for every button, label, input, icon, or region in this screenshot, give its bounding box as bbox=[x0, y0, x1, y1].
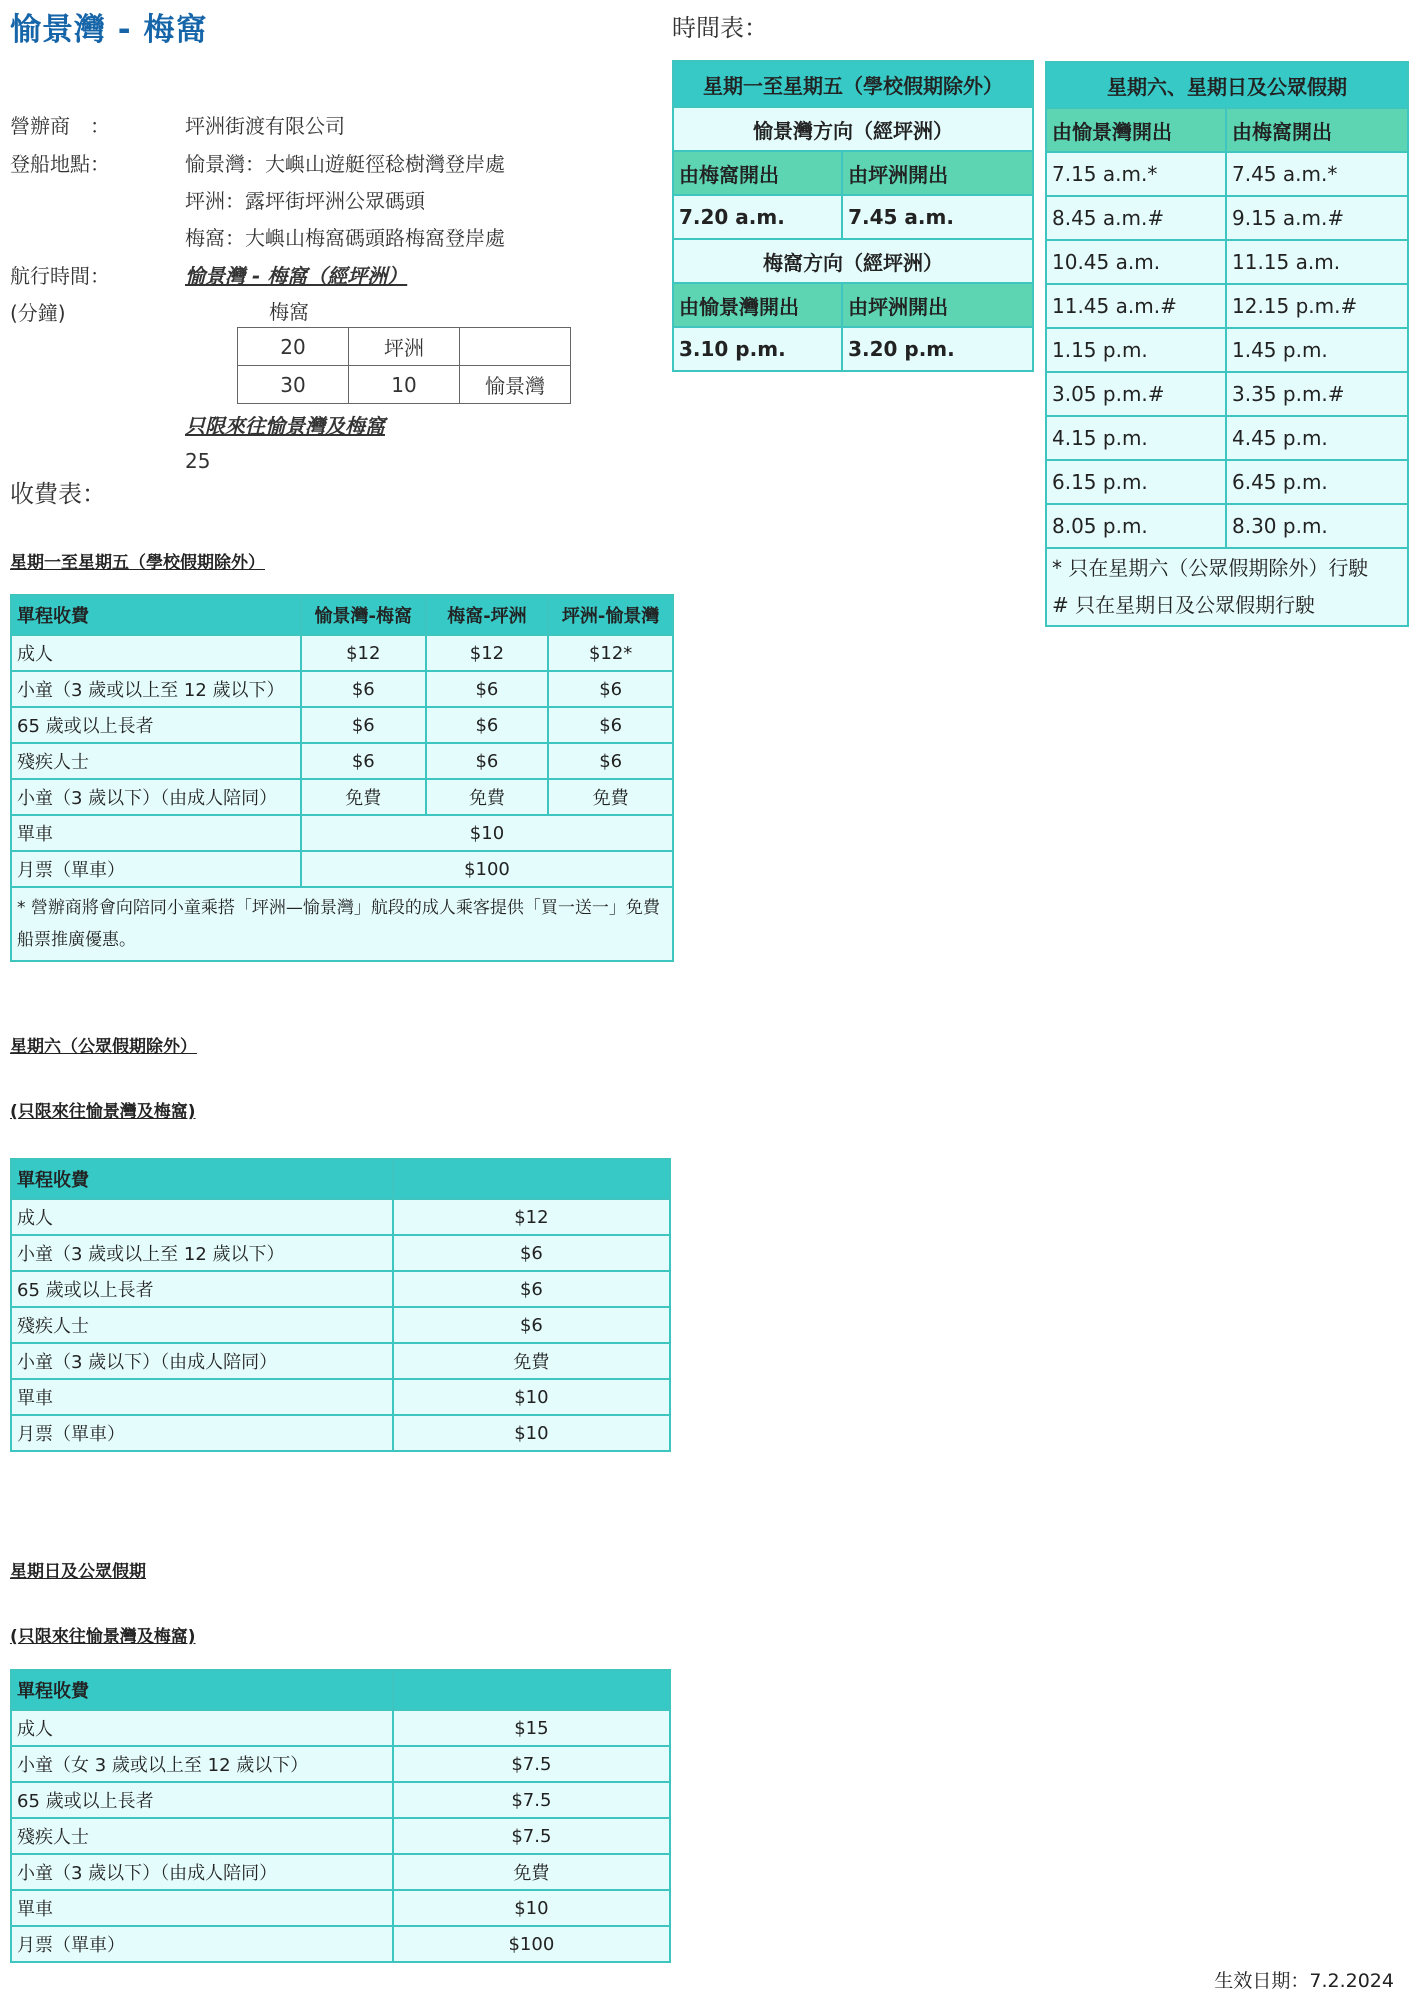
pier-label: 登船地點： bbox=[10, 152, 110, 176]
timetable-section-title: 時間表： bbox=[672, 14, 768, 42]
fare-col-header: 坪洲-愉景灣 bbox=[548, 595, 673, 635]
departure-time: 4.15 p.m. bbox=[1046, 416, 1226, 460]
departure-time: 8.45 a.m.# bbox=[1046, 196, 1226, 240]
table-row bbox=[11, 1710, 670, 1746]
fare-category: 成人 bbox=[11, 1199, 393, 1235]
operator-value: 坪洲街渡有限公司 bbox=[185, 114, 345, 138]
departure-time: 6.45 p.m. bbox=[1226, 460, 1408, 504]
fare-category: 小童（女 3 歲或以上至 12 歲以下） bbox=[11, 1746, 393, 1782]
fare-value: $7.5 bbox=[393, 1746, 670, 1782]
table-row bbox=[11, 743, 673, 779]
fare-value: 免費 bbox=[301, 779, 426, 815]
departure-time: 8.30 p.m. bbox=[1226, 504, 1408, 548]
journey-cell bbox=[460, 328, 571, 366]
timetable-col-header: 由坪洲開出 bbox=[842, 283, 1033, 327]
fare-category: 小童（3 歲以下）（由成人陪同） bbox=[11, 1854, 393, 1890]
fare-category: 成人 bbox=[11, 635, 301, 671]
sunday-fare-heading: 星期日及公眾假期 bbox=[10, 1562, 146, 1582]
sunday-fare-table bbox=[10, 1669, 671, 1963]
table-row bbox=[11, 1818, 670, 1854]
weekend-timetable-heading: 星期六、星期日及公眾假期 bbox=[1046, 62, 1408, 108]
fare-value: $7.5 bbox=[393, 1818, 670, 1854]
table-row bbox=[11, 1379, 670, 1415]
fare-category: 65 歲或以上長者 bbox=[11, 707, 301, 743]
table-row bbox=[11, 1746, 670, 1782]
fare-category: 小童（3 歲以下）（由成人陪同） bbox=[11, 779, 301, 815]
table-row bbox=[1046, 460, 1408, 504]
direct-route-label: 只限來往愉景灣及梅窩 bbox=[185, 414, 385, 438]
departure-time: 10.45 a.m. bbox=[1046, 240, 1226, 284]
fare-value: $10 bbox=[301, 815, 673, 851]
table-row bbox=[11, 1854, 670, 1890]
fare-section-title: 收費表： bbox=[10, 480, 106, 508]
effective-date: 生效日期：7.2.2024 bbox=[1214, 1970, 1394, 1992]
fare-value: $15 bbox=[393, 1710, 670, 1746]
fare-col-header: 單程收費 bbox=[11, 595, 301, 635]
fare-category: 65 歲或以上長者 bbox=[11, 1271, 393, 1307]
fare-col-header-empty bbox=[393, 1159, 670, 1199]
journey-matrix-top-label: 梅窩 bbox=[269, 300, 309, 324]
journey-unit-label: (分鐘) bbox=[10, 301, 66, 325]
fare-value: $7.5 bbox=[393, 1782, 670, 1818]
departure-time: 1.15 p.m. bbox=[1046, 328, 1226, 372]
departure-time: 7.20 a.m. bbox=[673, 195, 842, 239]
table-row bbox=[11, 1782, 670, 1818]
fare-value: $6 bbox=[301, 671, 426, 707]
table-row bbox=[1046, 240, 1408, 284]
table-row bbox=[11, 1307, 670, 1343]
table-row bbox=[11, 815, 673, 851]
fare-category: 月票（單車） bbox=[11, 1415, 393, 1451]
fare-value: $12 bbox=[426, 635, 549, 671]
fare-value: $6 bbox=[548, 743, 673, 779]
fare-category: 殘疾人士 bbox=[11, 743, 301, 779]
weekday-timetable bbox=[672, 60, 1034, 372]
table-row bbox=[1046, 196, 1408, 240]
departure-time: 7.15 a.m.* bbox=[1046, 152, 1226, 196]
fare-value: $6 bbox=[393, 1307, 670, 1343]
departure-time: 12.15 p.m.# bbox=[1226, 284, 1408, 328]
journey-cell: 30 bbox=[238, 366, 349, 404]
weekday-fare-heading: 星期一至星期五（學校假期除外） bbox=[10, 553, 265, 573]
table-row bbox=[11, 671, 673, 707]
departure-time: 7.45 a.m. bbox=[842, 195, 1033, 239]
table-row bbox=[673, 195, 1033, 239]
fare-category: 小童（3 歲以下）（由成人陪同） bbox=[11, 1343, 393, 1379]
table-row bbox=[11, 851, 673, 887]
departure-time: 4.45 p.m. bbox=[1226, 416, 1408, 460]
weekday-fare-table bbox=[10, 594, 674, 962]
fare-value: $12 bbox=[301, 635, 426, 671]
fare-category: 單車 bbox=[11, 1379, 393, 1415]
fare-value: $6 bbox=[393, 1235, 670, 1271]
table-row bbox=[1046, 504, 1408, 548]
fare-value: $6 bbox=[548, 707, 673, 743]
fare-value: $100 bbox=[301, 851, 673, 887]
fare-value: 免費 bbox=[426, 779, 549, 815]
departure-time: 3.20 p.m. bbox=[842, 327, 1033, 371]
timetable-col-header: 由梅窩開出 bbox=[673, 151, 842, 195]
footnote-sunday: # 只在星期日及公眾假期行駛 bbox=[1052, 593, 1316, 617]
weekend-timetable bbox=[1045, 61, 1409, 627]
journey-cell: 坪洲 bbox=[349, 328, 460, 366]
departure-time: 11.45 a.m.# bbox=[1046, 284, 1226, 328]
fare-value: $10 bbox=[393, 1415, 670, 1451]
operator-label: 營辦商 ： bbox=[10, 114, 110, 138]
table-row bbox=[11, 1890, 670, 1926]
table-row bbox=[11, 1235, 670, 1271]
table-row bbox=[11, 779, 673, 815]
fare-col-header: 愉景灣-梅窩 bbox=[301, 595, 426, 635]
saturday-fare-heading: 星期六（公眾假期除外） bbox=[10, 1037, 197, 1057]
departure-time: 1.45 p.m. bbox=[1226, 328, 1408, 372]
table-row bbox=[11, 1926, 670, 1962]
fare-value: 免費 bbox=[393, 1854, 670, 1890]
footnote-saturday: * 只在星期六（公眾假期除外）行駛 bbox=[1052, 556, 1369, 580]
fare-value: $10 bbox=[393, 1890, 670, 1926]
direction-label: 梅窩方向（經坪洲） bbox=[673, 239, 1033, 283]
page-title: 愉景灣 - 梅窩 bbox=[10, 12, 208, 48]
fare-note: * 營辦商將會向陪同小童乘搭「坪洲—愉景灣」航段的成人乘客提供「買一送一」免費船票推廣優惠。 bbox=[11, 887, 673, 961]
journey-cell: 10 bbox=[349, 366, 460, 404]
table-row bbox=[11, 707, 673, 743]
fare-value: $12* bbox=[548, 635, 673, 671]
fare-value: $6 bbox=[426, 671, 549, 707]
fare-category: 單車 bbox=[11, 815, 301, 851]
fare-col-header: 梅窩-坪洲 bbox=[426, 595, 549, 635]
fare-category: 月票（單車） bbox=[11, 1926, 393, 1962]
fare-category: 小童（3 歲或以上至 12 歲以下） bbox=[11, 671, 301, 707]
fare-col-header-empty bbox=[393, 1670, 670, 1710]
departure-time: 3.05 p.m.# bbox=[1046, 372, 1226, 416]
fare-category: 月票（單車） bbox=[11, 851, 301, 887]
pier-line-2: 坪洲：露坪街坪洲公眾碼頭 bbox=[185, 189, 425, 213]
fare-category: 單車 bbox=[11, 1890, 393, 1926]
fare-category: 殘疾人士 bbox=[11, 1307, 393, 1343]
fare-value: 免費 bbox=[548, 779, 673, 815]
timetable-col-header: 由愉景灣開出 bbox=[673, 283, 842, 327]
departure-time: 3.10 p.m. bbox=[673, 327, 842, 371]
direct-route-time: 25 bbox=[185, 449, 211, 473]
weekday-timetable-heading: 星期一至星期五（學校假期除外） bbox=[673, 61, 1033, 107]
table-row bbox=[11, 635, 673, 671]
fare-value: $100 bbox=[393, 1926, 670, 1962]
table-row bbox=[11, 1271, 670, 1307]
saturday-fare-table bbox=[10, 1158, 671, 1452]
pier-line-3: 梅窩：大嶼山梅窩碼頭路梅窩登岸處 bbox=[185, 226, 505, 250]
fare-category: 殘疾人士 bbox=[11, 1818, 393, 1854]
table-row bbox=[1046, 328, 1408, 372]
departure-time: 8.05 p.m. bbox=[1046, 504, 1226, 548]
table-row bbox=[1046, 284, 1408, 328]
pier-line-1: 愉景灣：大嶼山遊艇徑稔樹灣登岸處 bbox=[185, 152, 505, 176]
journey-cell: 愉景灣 bbox=[460, 366, 571, 404]
fare-value: $6 bbox=[301, 743, 426, 779]
table-row bbox=[11, 1199, 670, 1235]
journey-route-label: 愉景灣 - 梅窩（經坪洲） bbox=[185, 264, 408, 288]
saturday-fare-subheading: (只限來往愉景灣及梅窩) bbox=[10, 1102, 196, 1122]
fare-category: 65 歲或以上長者 bbox=[11, 1782, 393, 1818]
journey-cell: 20 bbox=[238, 328, 349, 366]
fare-value: $6 bbox=[426, 707, 549, 743]
departure-time: 11.15 a.m. bbox=[1226, 240, 1408, 284]
direction-label: 愉景灣方向（經坪洲） bbox=[673, 107, 1033, 151]
fare-value: $10 bbox=[393, 1379, 670, 1415]
sunday-fare-subheading: (只限來往愉景灣及梅窩) bbox=[10, 1627, 196, 1647]
departure-time: 3.35 p.m.# bbox=[1226, 372, 1408, 416]
departure-time: 9.15 a.m.# bbox=[1226, 196, 1408, 240]
table-row bbox=[11, 1343, 670, 1379]
fare-value: $6 bbox=[393, 1271, 670, 1307]
fare-value: $6 bbox=[301, 707, 426, 743]
timetable-col-header: 由坪洲開出 bbox=[842, 151, 1033, 195]
fare-category: 成人 bbox=[11, 1710, 393, 1746]
fare-col-header: 單程收費 bbox=[11, 1670, 393, 1710]
table-row bbox=[1046, 416, 1408, 460]
fare-value: 免費 bbox=[393, 1343, 670, 1379]
fare-value: $6 bbox=[426, 743, 549, 779]
fare-value: $12 bbox=[393, 1199, 670, 1235]
fare-col-header: 單程收費 bbox=[11, 1159, 393, 1199]
timetable-col-header: 由愉景灣開出 bbox=[1046, 108, 1226, 152]
timetable-footnote bbox=[1046, 548, 1408, 626]
table-row bbox=[11, 1415, 670, 1451]
journey-time-matrix bbox=[237, 327, 571, 404]
departure-time: 7.45 a.m.* bbox=[1226, 152, 1408, 196]
table-row bbox=[1046, 152, 1408, 196]
table-row bbox=[1046, 372, 1408, 416]
fare-value: $6 bbox=[548, 671, 673, 707]
table-row bbox=[673, 327, 1033, 371]
fare-category: 小童（3 歲或以上至 12 歲以下） bbox=[11, 1235, 393, 1271]
departure-time: 6.15 p.m. bbox=[1046, 460, 1226, 504]
journey-time-label: 航行時間： bbox=[10, 264, 110, 288]
timetable-col-header: 由梅窩開出 bbox=[1226, 108, 1408, 152]
